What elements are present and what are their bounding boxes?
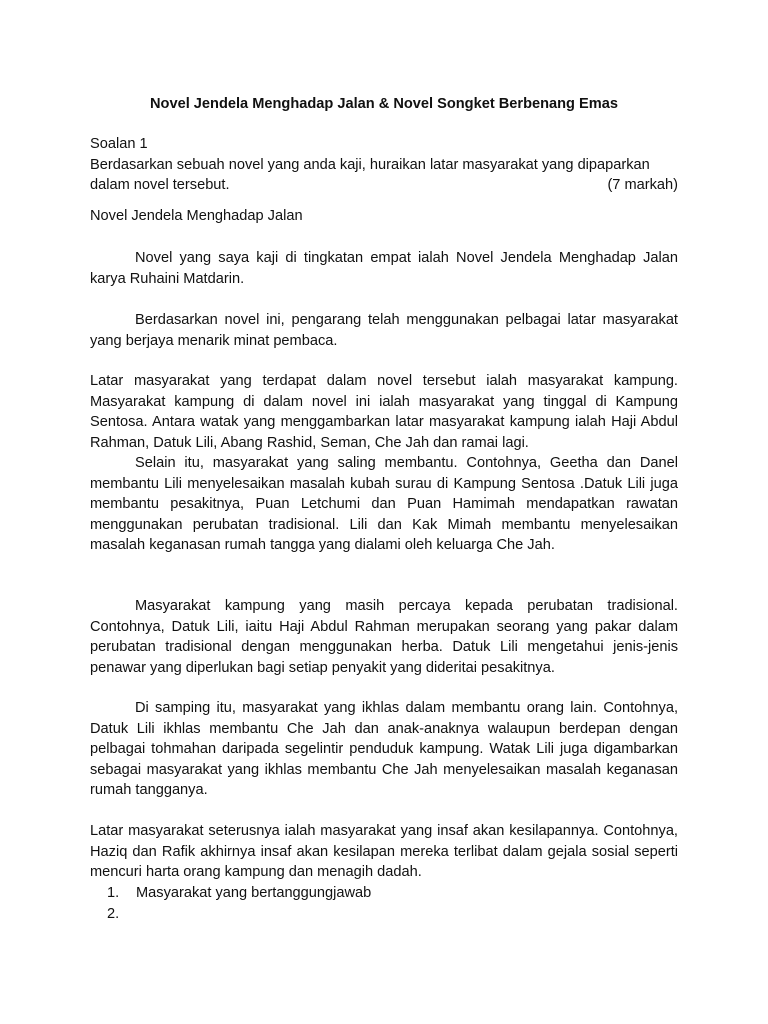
paragraph-saling-membantu: Selain itu, masyarakat yang saling membantu. Contohnya, Geetha dan Danel membantu Lili menyelesaikan masalah kubah surau di Kampung Sentosa .Datuk Lili juga membantu pesakitnya, Puan Letchumi dan Puan Hamimah mendapatkan rawatan menggunakan perubatan tradisional. Lili dan Kak Mimah membantu menyelesaikan masalah keganasan rumah tangga yang dialami oleh keluarga Che Jah.: [90, 455, 678, 553]
document-title: Novel Jendela Menghadap Jalan & Novel Songket Berbenang Emas: [150, 96, 618, 112]
paragraph-ikhlas: Di samping itu, masyarakat yang ikhlas dalam membantu orang lain. Contohnya, Datuk Lili ikhlas membantu Che Jah dan anak-anaknya walaupun berdepan dengan pelbagai tohmahan daripada segelintir penduduk kampung. Watak Lili juga digambarkan sebagai masyarakat yang ikhlas membantu Che Jah menyelesaikan masalah keganasan rumah tangganya.: [90, 700, 678, 798]
question-text-line-2: dalam novel tersebut.: [90, 177, 230, 193]
question-block: [90, 134, 678, 196]
list-item-number: 1.: [107, 885, 120, 901]
paragraph-perubatan-tradisional: Masyarakat kampung yang masih percaya kepada perubatan tradisional. Contohnya, Datuk Lili, iaitu Haji Abdul Rahman merupakan seorang yang pakar dalam perubatan tradisional dengan menggunakan herba. Datuk Lili mengetahui jenis-jenis penawar yang diperlukan bagi setiap penyakit yang dideritai pesakitnya.: [90, 598, 678, 676]
question-text-line-2-row: [90, 175, 678, 196]
list-item-text: Masyarakat yang bertanggungjawab: [136, 885, 372, 901]
list-item-number: 2.: [107, 906, 120, 922]
list-item: [107, 883, 607, 904]
paragraph-overview: Berdasarkan novel ini, pengarang telah menggunakan pelbagai latar masyarakat yang berjaya menarik minat pembaca.: [90, 312, 678, 349]
marks-label: (7 markah): [607, 177, 678, 193]
question-label: Soalan 1: [90, 136, 148, 152]
paragraph-kampung: Latar masyarakat yang terdapat dalam novel tersebut ialah masyarakat kampung. Masyarakat kampung di dalam novel ini ialah masyarakat yang tinggal di Kampung Sentosa. Antara watak yang menggambarkan latar masyarakat kampung ialah Haji Abdul Rahman, Datuk Lili, Abang Rashid, Seman, Che Jah dan ramai lagi.: [90, 373, 678, 451]
paragraph-intro: Novel yang saya kaji di tingkatan empat ialah Novel Jendela Menghadap Jalan karya Ruhaini Matdarin.: [90, 250, 678, 287]
novel-heading: Novel Jendela Menghadap Jalan: [90, 208, 303, 224]
question-text-line-1: Berdasarkan sebuah novel yang anda kaji, huraikan latar masyarakat yang dipaparkan: [90, 156, 650, 173]
list-item: [107, 904, 607, 925]
paragraph-insaf: Latar masyarakat seterusnya ialah masyarakat yang insaf akan kesilapannya. Contohnya, Haziq dan Rafik akhirnya insaf akan kesilapan mereka terlibat dalam gejala sosial seperti mencuri harta orang kampung dan menagih dadah.: [90, 823, 678, 880]
